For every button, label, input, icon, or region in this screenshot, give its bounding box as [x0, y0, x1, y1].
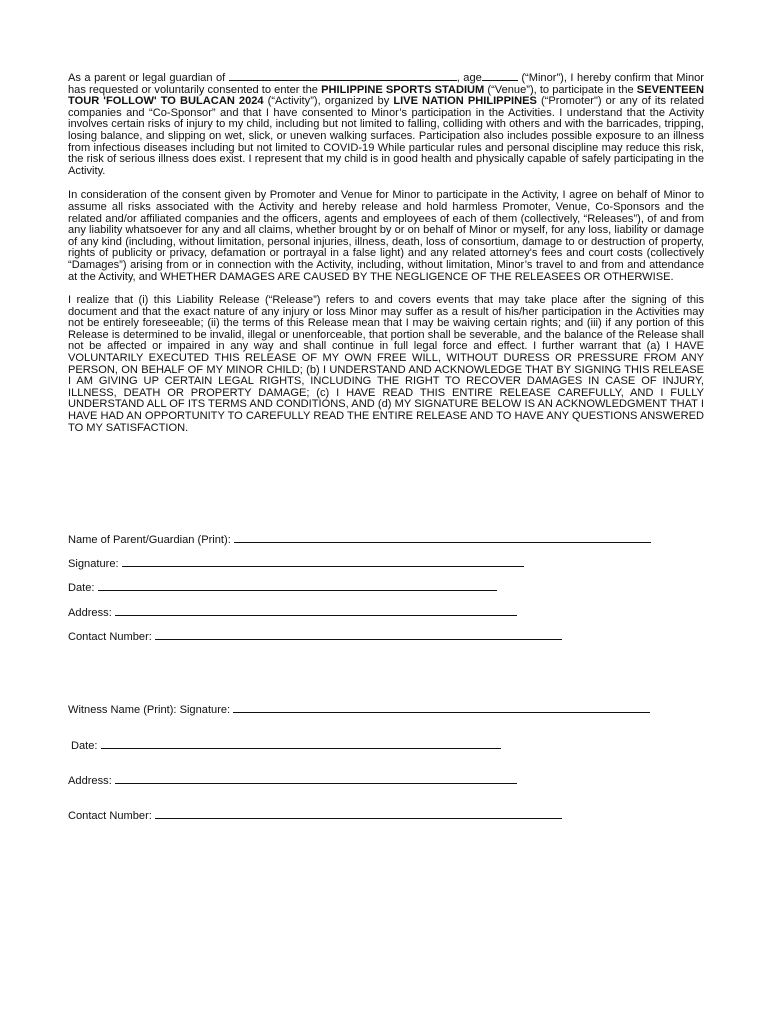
p1-text-b: , age [456, 72, 482, 84]
witness-name-label: Witness Name (Print): Signature: [68, 704, 231, 716]
witness-name-line[interactable] [233, 703, 650, 713]
parent-date-label: Date: [68, 582, 95, 594]
parent-contact-label: Contact Number: [68, 631, 152, 643]
parent-address-label: Address: [68, 607, 112, 619]
parent-name-field[interactable] [68, 533, 651, 547]
parent-address-field[interactable] [68, 606, 517, 620]
parent-date-line[interactable] [98, 581, 497, 591]
witness-name-field[interactable] [68, 703, 650, 717]
parent-signature-field[interactable] [68, 557, 524, 571]
minor-age-blank [482, 71, 518, 81]
witness-date-field[interactable] [71, 739, 501, 753]
parent-name-label: Name of Parent/Guardian (Print): [68, 534, 231, 546]
paragraph-acknowledgment: I realize that (i) this Liability Release (“Release”) refers to and covers events that may take place after the signing of this document and that the exact nature of any injury or loss Minor may suffer as a result of his/her participation in the Activities may not be entirely foreseeable; (ii) the terms of this Release mean that I may be waiving certain rights; and (iii) if any portion of this Release is determined to be invalid, illegal or unenforceable, that portion shall be severable, and the balance of the Release shall not be affected or impaired in any way and shall continue in full legal force and effect. I further warrant that (a) I HAVE VOLUNTARILY EXECUTED THIS RELEASE OF MY OWN FREE WILL, WITHOUT DURESS OR PRESSURE FROM ANY PERSON, ON BEHALF OF MY MINOR CHILD; (b) I UNDERSTAND AND ACKNOWLEDGE THAT BY SIGNING THIS RELEASE I AM GIVING UP CERTAIN LEGAL RIGHTS, INCLUDING THE RIGHT TO RECOVER DAMAGES IN CASE OF INJURY, ILLNESS, DEATH OR PROPERTY DAMAGE; (c) I HAVE READ THIS ENTIRE RELEASE CAREFULLY, AND I FULLY UNDERSTAND ALL OF ITS TERMS AND CONDITIONS, AND (d) MY SIGNATURE BELOW IS AN ACKNOWLEDGMENT THAT I HAVE HAD AN OPPORTUNITY TO CAREFULLY READ THE ENTIRE RELEASE AND TO HAVE ANY QUESTIONS ANSWERED TO MY SATISFACTION. [68, 294, 704, 434]
p1-text-d: (“Venue”), to participate in the [484, 83, 637, 96]
witness-address-line[interactable] [115, 774, 517, 784]
witness-contact-line[interactable] [155, 809, 562, 819]
minor-name-blank [229, 71, 457, 81]
parent-contact-field[interactable] [68, 630, 562, 644]
release-body [68, 71, 704, 446]
parent-address-line[interactable] [115, 606, 517, 616]
parent-name-line[interactable] [234, 533, 651, 543]
witness-date-line[interactable] [101, 739, 501, 749]
venue-name: PHILIPPINE SPORTS STADIUM [321, 83, 485, 96]
activity-name: SEVENTEEN TOUR 'FOLLOW' TO BULACAN 2024 [68, 83, 704, 108]
witness-contact-label: Contact Number: [68, 810, 152, 822]
parent-signature-label: Signature: [68, 558, 119, 570]
parent-contact-line[interactable] [155, 630, 562, 640]
paragraph-assumption-of-risk: In consideration of the consent given by Promoter and Venue for Minor to participate in the Activity, I agree on behalf of Minor to assume all risks associated with the Activity and hereby release and hold harmless Promoter, Venue, Co-Sponsors and the related and/or affiliated companies and the officers, agents and employees of each of them (collectively, “Releases”), of and from any liability whatsoever for any and all claims, whether brought by or on behalf of Minor or myself, for any loss, liability or damage of any kind (including, without limitation, personal injuries, illness, death, loss of consortium, damage to or destruction of property, rights of publicity or privacy, defamation or portrayal in a false light) and any related attorney's fees and court costs (collectively “Damages”) arising from or in connection with the Activity, including, without limitation, Minor’s travel to and from and attendance at the Activity, and WHETHER DAMAGES ARE CAUSED BY THE NEGLIGENCE OF THE RELEASEES OR OTHERWISE. [68, 189, 704, 283]
promoter-name: LIVE NATION PHILIPPINES [393, 95, 537, 108]
witness-date-label: Date: [71, 740, 98, 752]
p1-text-f: (“Promoter") or any of its related companies and “Co-Sponsor” and that I have consented to Minor’s participation in the Activities. I understand that the Activity involves certain risks of injury to my child, including but not limited to falling, colliding with others and with the barricades, tripping, losing balance, and slipping on wet, slick, or uneven walking surfaces. Participation also includes possible exposure to an illness from infectious diseases including but not limited to COVID-19 While particular rules and personal discipline may reduce this risk, the risk of serious illness does exist. I represent that my child is in good health and physically capable of safely participating in the Activity. [68, 95, 704, 177]
p1-text-c: (“Minor”), I hereby confirm that Minor has requested or voluntarily consented to enter the [68, 72, 704, 96]
witness-address-field[interactable] [68, 774, 517, 788]
p1-text-e: (“Activity”), organized by [263, 95, 394, 108]
p1-text-a: As a parent or legal guardian of [68, 72, 229, 84]
paragraph-consent [68, 71, 704, 177]
parent-signature-line[interactable] [122, 557, 524, 567]
witness-contact-field[interactable] [68, 809, 562, 823]
witness-address-label: Address: [68, 775, 112, 787]
parent-date-field[interactable] [68, 581, 497, 595]
